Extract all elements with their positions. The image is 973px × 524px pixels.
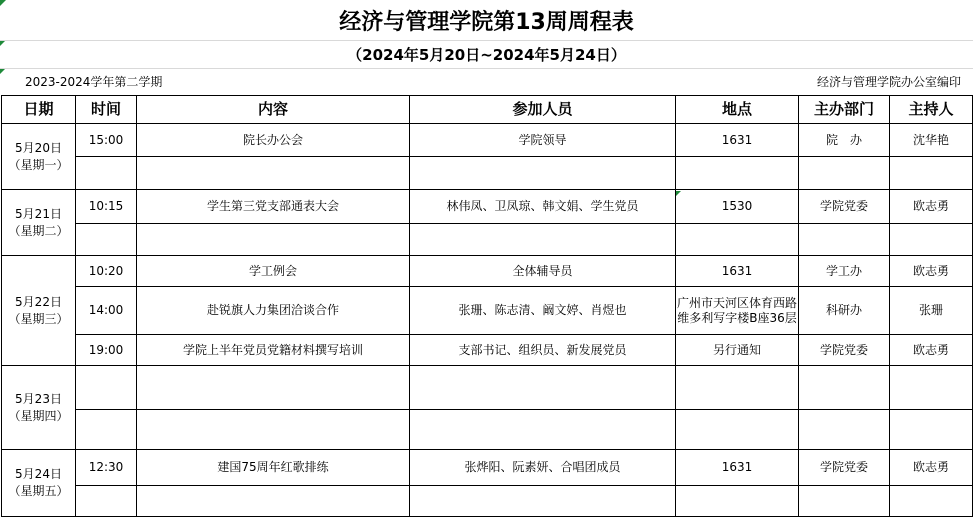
host-cell: 张珊: [890, 287, 973, 335]
host-cell: [890, 224, 973, 256]
content-cell: [137, 410, 410, 450]
table-row: [2, 287, 973, 335]
table-row: [2, 124, 973, 157]
content-cell: 赴锐旗人力集团洽谈合作: [137, 287, 410, 335]
header-host: 主持人: [890, 96, 973, 124]
header-location: 地点: [676, 96, 799, 124]
organizer-cell: [799, 486, 890, 517]
time-cell: 10:15: [76, 190, 137, 224]
weekday-label: （星期五）: [8, 484, 69, 498]
table-row: [2, 410, 973, 450]
location-cell: [676, 366, 799, 410]
content-cell: [137, 224, 410, 256]
location-cell: 1631: [676, 450, 799, 486]
cell-marker-icon: [676, 191, 681, 196]
time-cell: 19:00: [76, 335, 137, 366]
time-cell: 12:30: [76, 450, 137, 486]
location-cell: 1631: [676, 124, 799, 157]
organizer-cell: [799, 224, 890, 256]
table-row: [2, 190, 973, 224]
date-cell: [2, 124, 76, 190]
location-cell: [676, 410, 799, 450]
content-cell: [137, 366, 410, 410]
date-cell: [2, 256, 76, 366]
location-cell: 1530: [676, 190, 799, 224]
table-row: [2, 450, 973, 486]
schedule-table: [1, 95, 973, 517]
date-cell: [2, 366, 76, 450]
location-cell: [676, 486, 799, 517]
header-content: 内容: [137, 96, 410, 124]
organizer-cell: 学院党委: [799, 190, 890, 224]
participants-cell: 张烨阳、阮素妍、合唱团成员: [410, 450, 676, 486]
host-cell: [890, 157, 973, 190]
weekday-label: （星期二）: [8, 223, 69, 238]
host-cell: [890, 366, 973, 410]
location-cell: [676, 157, 799, 190]
organizer-cell: 科研办: [799, 287, 890, 335]
host-cell: 欧志勇: [890, 335, 973, 366]
host-cell: 沈华艳: [890, 124, 973, 157]
weekday-label: （星期一）: [8, 157, 69, 172]
host-cell: 欧志勇: [890, 190, 973, 224]
header-organizer: 主办部门: [799, 96, 890, 124]
participants-cell: [410, 486, 676, 517]
table-row: [2, 224, 973, 256]
participants-cell: [410, 366, 676, 410]
time-cell: 15:00: [76, 124, 137, 157]
participants-cell: [410, 410, 676, 450]
table-row: [2, 256, 973, 287]
table-row: [2, 335, 973, 366]
table-row: [2, 366, 973, 410]
host-cell: [890, 410, 973, 450]
organizer-cell: [799, 410, 890, 450]
participants-cell: 支部书记、组织员、新发展党员: [410, 335, 676, 366]
header-time: 时间: [76, 96, 137, 124]
date-label: 5月22日: [15, 294, 62, 309]
host-cell: 欧志勇: [890, 450, 973, 486]
organizer-cell: 学工办: [799, 256, 890, 287]
weekday-label: （星期四）: [8, 408, 69, 423]
location-cell: 1631: [676, 256, 799, 287]
participants-cell: 林伟凤、卫凤琼、韩文娟、学生党员: [410, 190, 676, 224]
table-row: [2, 157, 973, 190]
semester-label: 2023-2024学年第二学期: [25, 75, 163, 89]
participants-cell: 全体辅导员: [410, 256, 676, 287]
date-cell: [2, 190, 76, 256]
date-label: 5月24日: [15, 467, 62, 482]
table-row: [2, 486, 973, 517]
content-cell: 学生第三党支部通表大会: [137, 190, 410, 224]
host-cell: 欧志勇: [890, 256, 973, 287]
header-row: [2, 96, 973, 124]
content-cell: 院长办公会: [137, 124, 410, 157]
time-cell: [76, 410, 137, 450]
cell-marker-icon: [0, 69, 5, 74]
page-title: 经济与管理学院第13周周程表: [339, 9, 634, 35]
organizer-cell: 学院党委: [799, 335, 890, 366]
participants-cell: 张珊、陈志清、阚文婷、肖煜也: [410, 287, 676, 335]
location-cell: 广州市天河区体育西路维多利写字楼B座36层: [676, 287, 799, 335]
divider: [0, 68, 973, 69]
organizer-cell: [799, 157, 890, 190]
date-label: 5月23日: [15, 391, 62, 406]
time-cell: [76, 366, 137, 410]
page-subtitle: （2024年5月20日~2024年5月24日）: [347, 45, 626, 64]
content-cell: [137, 486, 410, 517]
date-label: 5月20日: [15, 140, 62, 155]
location-cell: 另行通知: [676, 335, 799, 366]
compiler-label: 经济与管理学院办公室编印: [816, 75, 961, 89]
time-cell: [76, 486, 137, 517]
time-cell: 10:20: [76, 256, 137, 287]
host-cell: [890, 486, 973, 517]
content-cell: 建国75周年红歌排练: [137, 450, 410, 486]
header-participants: 参加人员: [410, 96, 676, 124]
date-cell: [2, 450, 76, 517]
organizer-cell: [799, 366, 890, 410]
participants-cell: [410, 157, 676, 190]
cell-marker-icon: [0, 0, 6, 6]
header-date: 日期: [2, 96, 76, 124]
participants-cell: 学院领导: [410, 124, 676, 157]
content-cell: [137, 157, 410, 190]
participants-cell: [410, 224, 676, 256]
time-cell: 14:00: [76, 287, 137, 335]
time-cell: [76, 224, 137, 256]
location-cell: [676, 224, 799, 256]
content-cell: 学工例会: [137, 256, 410, 287]
time-cell: [76, 157, 137, 190]
cell-marker-icon: [0, 41, 5, 46]
content-cell: 学院上半年党员党籍材料撰写培训: [137, 335, 410, 366]
date-label: 5月21日: [15, 206, 62, 221]
organizer-cell: 院 办: [799, 124, 890, 157]
organizer-cell: 学院党委: [799, 450, 890, 486]
weekday-label: （星期三）: [8, 311, 69, 326]
